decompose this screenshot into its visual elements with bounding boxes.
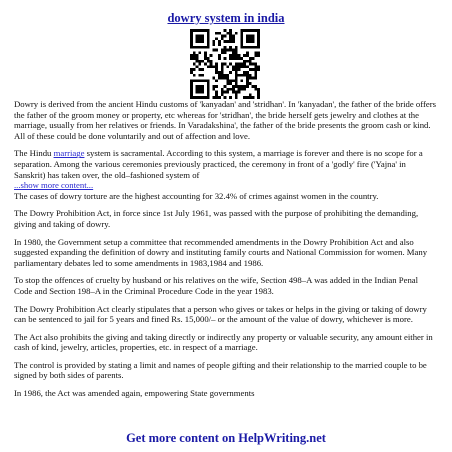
paragraph-prohibition-act: The Dowry Prohibition Act, in force since 1st July 1961, was passed with the purpose of prohibiting the demanding, giving and taking of dowry. (14, 208, 419, 229)
paragraph-1986-amendment: In 1986, the Act was amended again, empowering State governments (14, 388, 255, 399)
paragraph-dowry-torture: The cases of dowry torture are the highest accounting for 32.4% of crimes against women in the country. (14, 190, 379, 201)
show-more-link[interactable]: ...show more content... (14, 180, 94, 191)
qr-code-icon (190, 29, 260, 99)
paragraph-origins: Dowry is derived from the ancient Hindu customs of 'kanyadan' and 'stridhan'. In 'kanyadan', the father of the bride offers the father of the groom money or property, etc whereas for 'stridhan', the bride herself gets jewelry and clothes at the marriage, usually from her relatives or friends. In Varadakshina', the father of the bride presents the groom cash or kind. All of these could be done voluntarily and out of affection and love. (14, 99, 437, 141)
marriage-link[interactable]: marriage (53, 148, 85, 159)
paragraph-hindu-marriage-rest: system is sacramental. According to this system, a marriage is forever and there is no scope for a separation. Among the various ceremonies previously practiced, the ceremony in front of a 'godly' fire ('Yajna' in Sanskrit) has taken over, the old–fashioned system of (14, 148, 423, 180)
paragraph-1980-committee: In 1980, the Government setup a committee that recommended amendments in the Dowry Prohibition Act and also suggested expanding the definition of dowry and instituting family courts and National Commission for women. Many parliamentary debates led to some amendments in 1983,1984 and 1986. (14, 236, 428, 268)
paragraph-hindu-marriage (14, 148, 436, 190)
paragraph-control-limits: The control is provided by stating a limit and names of people gifting and their relationship to the married couple to be signed by both sides of parents. (14, 359, 427, 381)
get-more-content-link[interactable]: Get more content on HelpWriting.net (126, 431, 326, 445)
document-title[interactable]: dowry system in india (167, 11, 285, 25)
paragraph-hindu-marriage-start: The Hindu (14, 148, 54, 159)
paragraph-property-prohibition: The Act also prohibits the giving and taking directly or indirectly any property or valuable security, any amount either in cash of kind, jewelry, articles, properties, etc. in respect of a marriage. (14, 331, 433, 353)
document-body (14, 99, 436, 406)
paragraph-penalties: The Dowry Prohibition Act clearly stipulates that a person who gives or takes or helps in the giving or taking of dowry can be sentenced to jail for 5 years and fined Rs. 15,000/– or the amount of the value of dowry, whichever is more. (14, 303, 427, 325)
paragraph-section-498a: To stop the offences of cruelty by husband or his relatives on the wife, Section 498–A was added in the Indian Penal Code and Section 198–A in the Criminal Procedure Code in the year 1983. (14, 275, 419, 296)
